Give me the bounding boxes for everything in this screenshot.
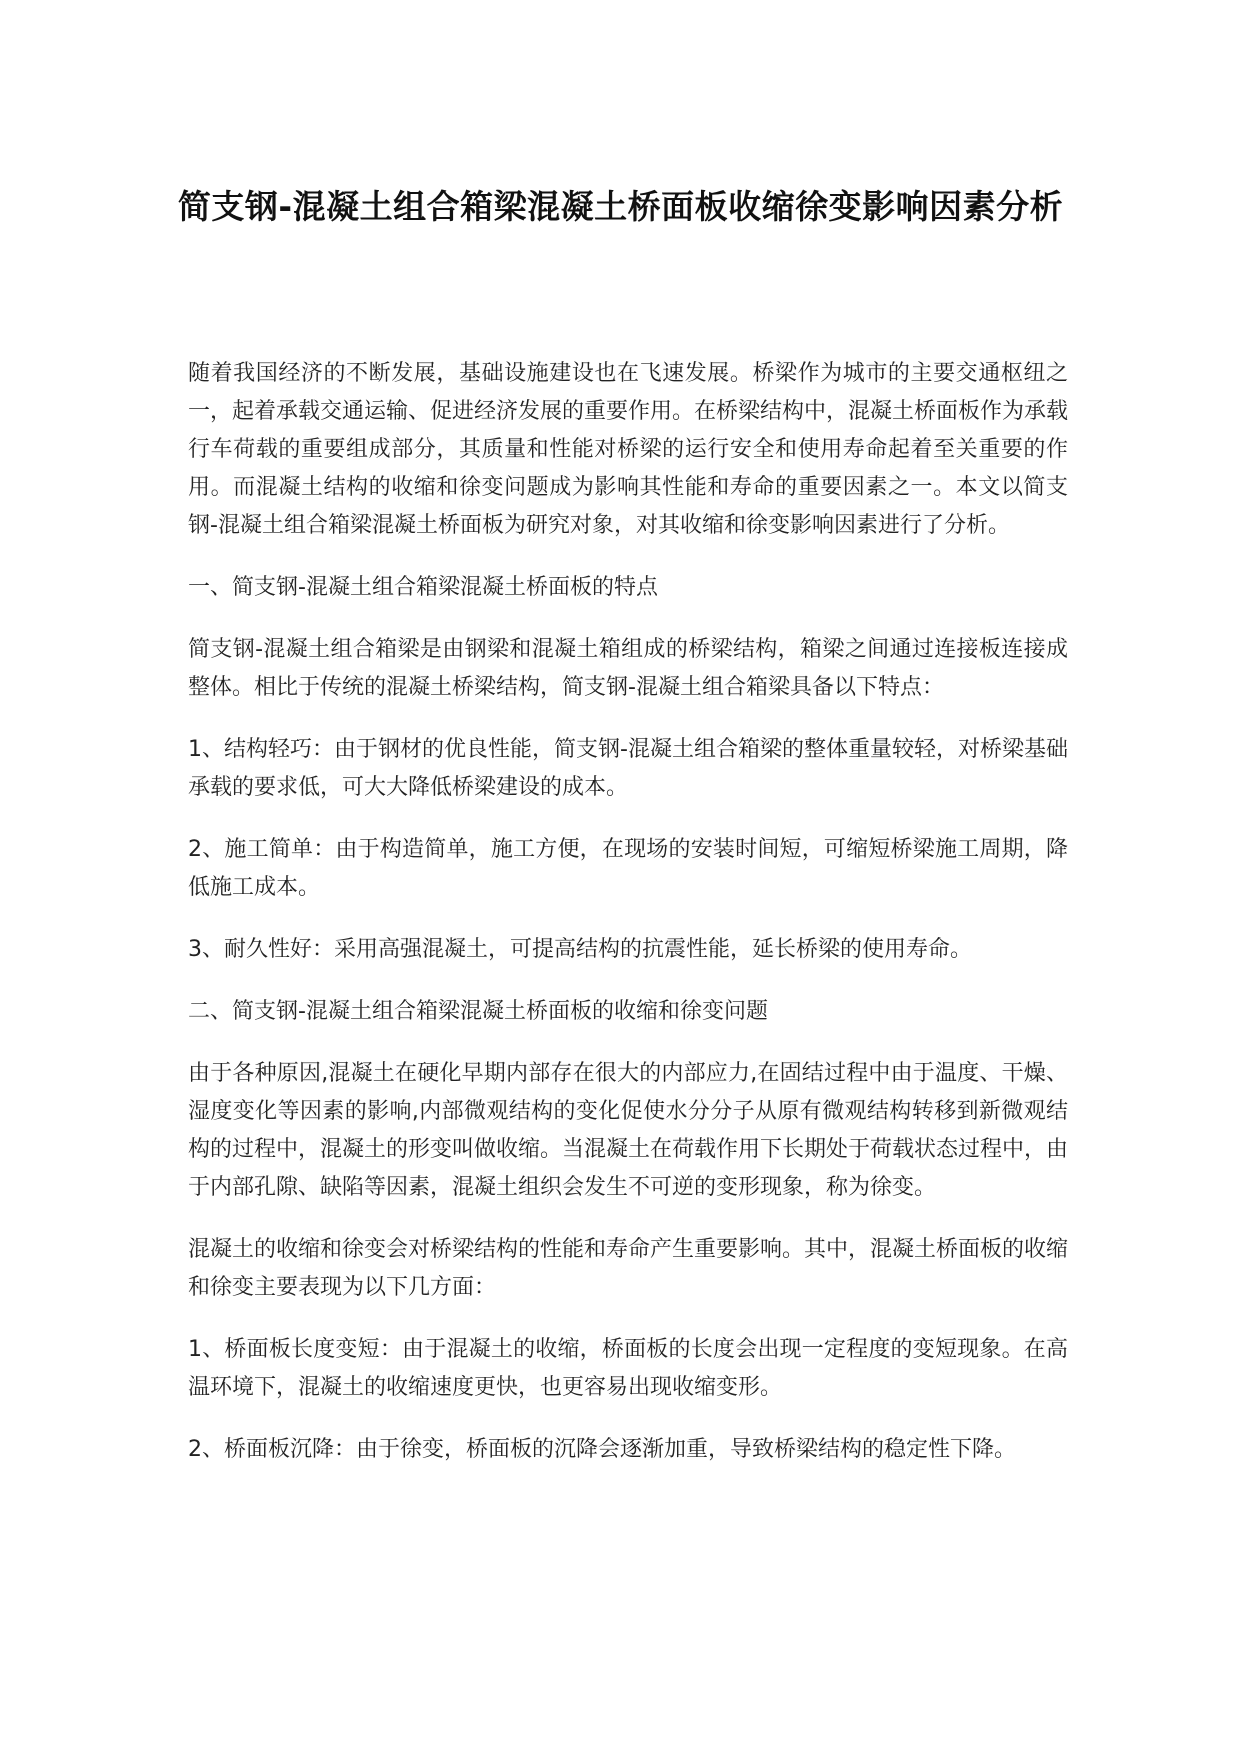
list-item: 1、桥面板长度变短：由于混凝土的收缩，桥面板的长度会出现一定程度的变短现象。在高温环境下，混凝土的收缩速度更快，也更容易出现收缩变形。 — [188, 1337, 1068, 1400]
list-item: 1、结构轻巧：由于钢材的优良性能，简支钢-混凝土组合箱梁的整体重量较轻，对桥梁基础承载的要求低，可大大降低桥梁建设的成本。 — [188, 737, 1068, 800]
document-title: 简支钢-混凝土组合箱梁混凝土桥面板收缩徐变影响因素分析 — [177, 187, 1064, 226]
section-heading: 二、简支钢-混凝土组合箱梁混凝土桥面板的收缩和徐变问题 — [188, 999, 768, 1024]
document-body — [188, 355, 1068, 1493]
list-item: 3、耐久性好：采用高强混凝土，可提高结构的抗震性能，延长桥梁的使用寿命。 — [188, 937, 972, 962]
list-item: 2、桥面板沉降：由于徐变，桥面板的沉降会逐渐加重，导致桥梁结构的稳定性下降。 — [188, 1437, 1016, 1462]
body-paragraph: 随着我国经济的不断发展，基础设施建设也在飞速发展。桥梁作为城市的主要交通枢纽之一，起着承载交通运输、促进经济发展的重要作用。在桥梁结构中，混凝土桥面板作为承载行车荷载的重要组成部分，其质量和性能对桥梁的运行安全和使用寿命起着至关重要的作用。而混凝土结构的收缩和徐变问题成为影响其性能和寿命的重要因素之一。本文以简支钢-混凝土组合箱梁混凝土桥面板为研究对象，对其收缩和徐变影响因素进行了分析。 — [188, 361, 1069, 538]
body-paragraph: 混凝土的收缩和徐变会对桥梁结构的性能和寿命产生重要影响。其中，混凝土桥面板的收缩和徐变主要表现为以下几方面： — [188, 1237, 1069, 1300]
section-heading: 一、简支钢-混凝土组合箱梁混凝土桥面板的特点 — [188, 575, 658, 600]
body-paragraph: 简支钢-混凝土组合箱梁是由钢梁和混凝土箱组成的桥梁结构，箱梁之间通过连接板连接成整体。相比于传统的混凝土桥梁结构，简支钢-混凝土组合箱梁具备以下特点： — [188, 637, 1068, 700]
body-paragraph: 由于各种原因,混凝土在硬化早期内部存在很大的内部应力,在固结过程中由于温度、干燥、湿度变化等因素的影响,内部微观结构的变化促使水分分子从原有微观结构转移到新微观结构的过程中，混凝土的形变叫做收缩。当混凝土在荷载作用下长期处于荷载状态过程中，由于内部孔隙、缺陷等因素，混凝土组织会发生不可逆的变形现象，称为徐变。 — [188, 1061, 1069, 1200]
list-item: 2、施工简单：由于构造简单，施工方便，在现场的安装时间短，可缩短桥梁施工周期，降低施工成本。 — [188, 837, 1068, 900]
